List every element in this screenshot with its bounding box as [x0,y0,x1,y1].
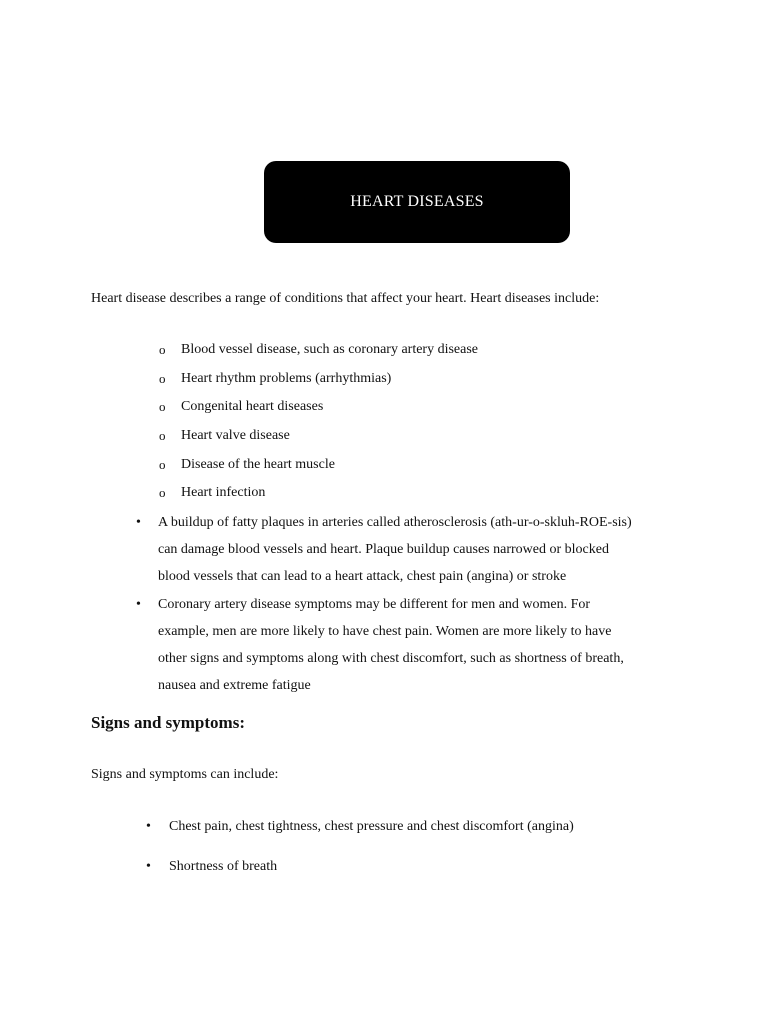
paragraph-line: blood vessels that can lead to a heart attack, chest pain (angina) or stroke [158,569,567,584]
bullet-paragraph-atherosclerosis [158,509,678,590]
paragraph-line: Coronary artery disease symptoms may be different for men and women. For [158,597,591,612]
bullet-marker: • [136,597,141,612]
intro-paragraph: Heart disease describes a range of conditions that affect your heart. Heart diseases include: [91,291,600,306]
list-item-text: Shortness of breath [169,859,278,874]
title-banner [264,161,570,243]
list-marker: o [159,371,166,386]
list-item-text: Congenital heart diseases [181,399,324,414]
paragraph-line: can damage blood vessels and heart. Plaque buildup causes narrowed or blocked [158,542,609,557]
document-title: HEART DISEASES [350,193,484,210]
list-item-text: Heart rhythm problems (arrhythmias) [181,371,392,386]
list-marker: o [159,485,166,500]
bullet-marker: • [146,859,151,874]
list-item-text: Heart infection [181,485,266,500]
list-item-text: Disease of the heart muscle [181,457,335,472]
bullet-marker: • [136,515,141,530]
paragraph-line: other signs and symptoms along with chest discomfort, such as shortness of breath, [158,651,624,666]
list-marker: o [159,342,166,357]
paragraph-line: A buildup of fatty plaques in arteries called atherosclerosis (ath-ur-o-skluh-ROE-sis) [158,515,632,530]
list-marker: o [159,428,166,443]
list-marker: o [159,399,166,414]
list-item-text: Chest pain, chest tightness, chest pressure and chest discomfort (angina) [169,819,574,834]
bullet-paragraph-symptoms [158,591,678,699]
list-item-text: Blood vessel disease, such as coronary artery disease [181,342,479,357]
paragraph-line: example, men are more likely to have chest pain. Women are more likely to have [158,624,612,639]
paragraph-line: nausea and extreme fatigue [158,678,311,693]
signs-intro: Signs and symptoms can include: [91,767,279,782]
list-marker: o [159,457,166,472]
list-item-text: Heart valve disease [181,428,290,443]
bullet-marker: • [146,819,151,834]
section-heading: Signs and symptoms: [91,713,245,732]
